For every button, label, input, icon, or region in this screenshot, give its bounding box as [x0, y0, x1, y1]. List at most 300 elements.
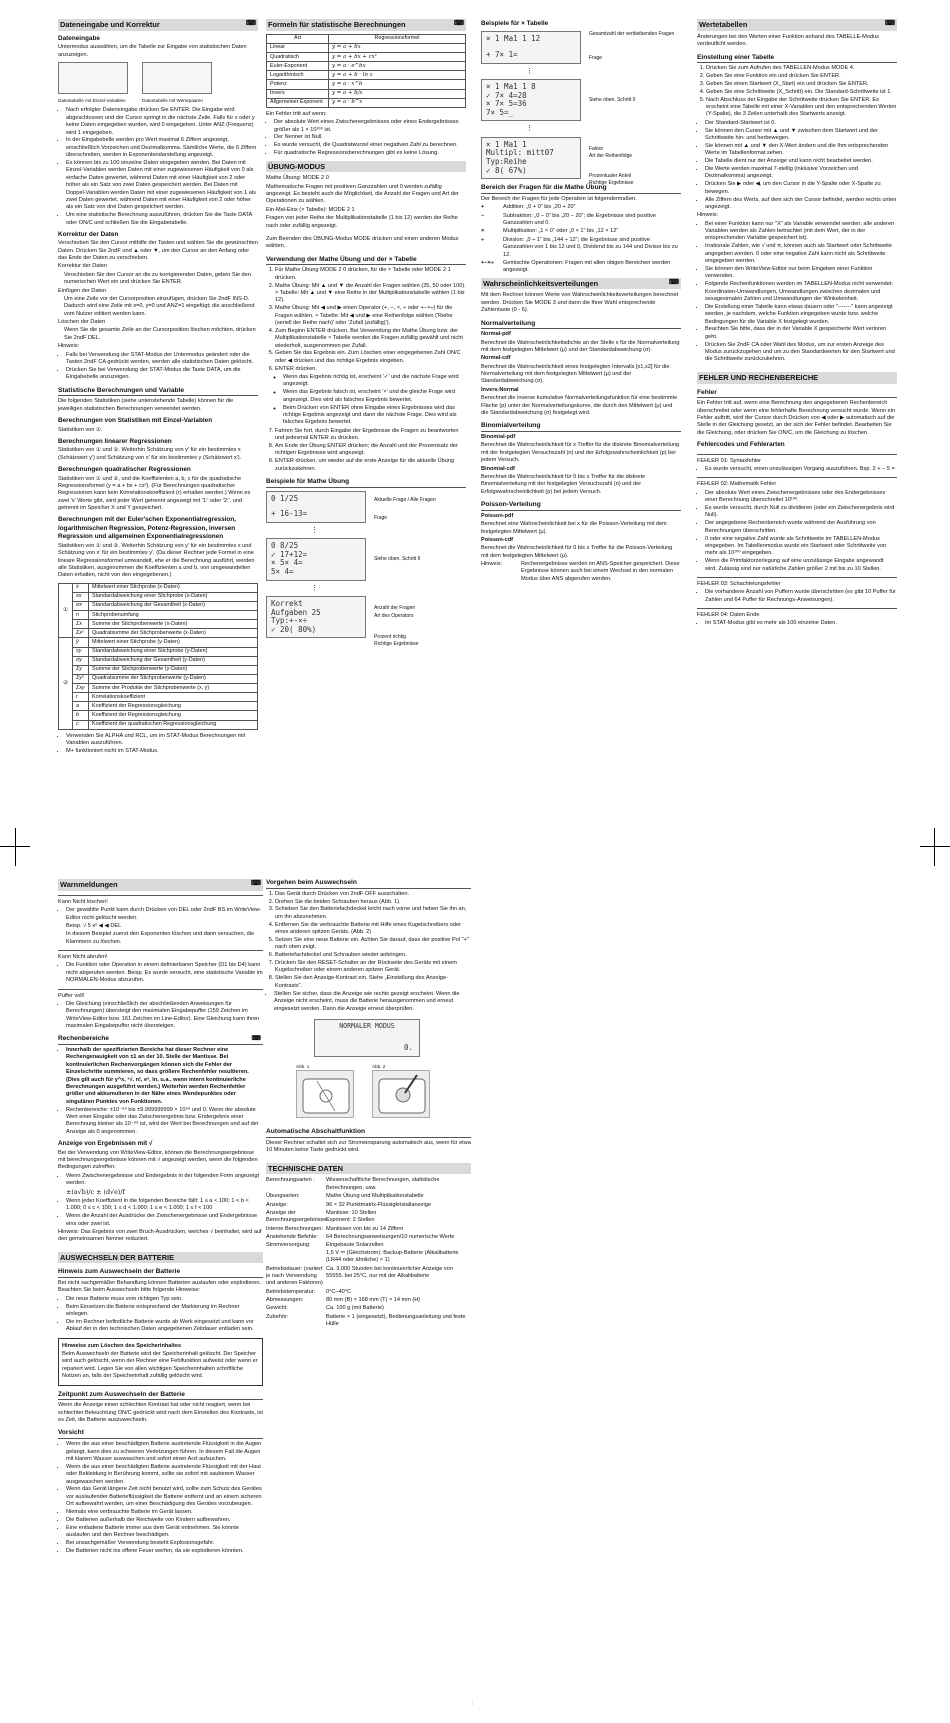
warning-title: Kann Nicht löschen! [58, 898, 108, 905]
formula-cell: y = a + b/x [329, 89, 466, 98]
list-item: • Die neue Batterie muss vom richtigen Typ sein. [66, 1296, 263, 1303]
description-cell: Quadratsumme der Stichprobenwerte (x-Daten) [89, 629, 258, 638]
operator-symbol: ÷ [481, 236, 485, 243]
section-heading: Formeln für statistische Berechnungen ⌨ [268, 20, 464, 29]
list-item: • Die Werte werden maximal 7-stellig (inklusive Vorzeichen und Dezimalkomma) angezeigt. [705, 166, 897, 181]
annotation: Gesamtzahl der verbleibenden Fragen [589, 31, 675, 38]
spec-row [266, 1289, 471, 1296]
paragraph: Berechnet die Wahrscheinlichkeitsdichte an der Stelle x für die Normalverteilung mit dem festgelegten Mittelwert (μ) und der Standardabweichung (σ). [481, 339, 680, 353]
paragraph: Verschieben Sie den Cursor an die zu korrigierenden Daten, geben Sie den numerischen Wert ein und drücken Sie ENTER. [64, 271, 251, 286]
type-cell: Quadratisch [267, 53, 329, 62]
table-row [59, 702, 258, 711]
lcd-line: Aufgaben 25 [271, 607, 321, 617]
symbol-cell: sy [73, 647, 89, 656]
calculator-icon: ⌨ [884, 20, 895, 27]
type-cell: Logarithmisch [267, 71, 329, 80]
lcd-line: ✓ 20( 80%) [271, 624, 317, 634]
table-row [267, 98, 466, 107]
term: Normal-cdf [481, 355, 511, 362]
description-cell: Summe der Stichprobenwerte (x-Daten) [89, 620, 258, 629]
list-item: ◦ Beim Drücken von ENTER ohne Eingabe eines Ergebnisses wird das richtige Ergebnis angezeigt und dann die nächste Frage. Dies wird als falsches Ergebnis bewertet. [283, 405, 466, 427]
symbol-cell: Σy [73, 665, 89, 674]
spec-value: 0°C–40°C [326, 1288, 351, 1295]
spec-label: Betriebstemperatur: [266, 1288, 316, 1295]
list-item: • Nach erfolgter Dateneingabe drücken Sie ENTER. Die Eingabe wird abgeschlossen und der Cursor springt in die nächste Zeile. Falls für x oder y keine Daten eingegeben wurden, wird 0 eingegeben. Unter ANZ (Frequenz) wird 1 eingegeben. [66, 107, 258, 137]
column-2 [266, 16, 466, 647]
term: Binomial-cdf [481, 465, 515, 472]
table-row [59, 720, 258, 729]
spec-value: Mantissen von bis zu 14 Ziffern [326, 1225, 404, 1232]
list-item: • Der Nenner ist Null. [274, 134, 466, 141]
bullet-list [66, 1047, 263, 1136]
lcd-line: + 16-13= [271, 509, 308, 519]
calculator-icon: ⌨ [251, 1035, 261, 1043]
list-item: • Beachten Sie bitte, dass der in der Variable X gespeicherte Wert verloren geht. [705, 326, 897, 341]
lcd-example [481, 79, 681, 122]
figure-label: Abb. 1 [296, 1064, 310, 1070]
list-item: • M+ funktioniert nicht im STAT-Modus. [66, 748, 258, 755]
list-item: • Drücken Sie 2ndF CA oder Wahl des Modus, um zur ersten Anzeige des Modus zurückzugehen und um zu den Standardwerten für den Startwert und die Schrittweite zurückzukehren. [705, 342, 897, 364]
section-heading: Wahrscheinlichkeitsverteilungen ⌨ [483, 278, 679, 288]
list-item: • Die Batterien außerhalb der Reichweite von Kindern aufbewahren. [66, 1517, 263, 1524]
subheading: Normalverteilung [481, 320, 681, 330]
range-item [481, 228, 681, 235]
spec-value: Ca. 3.000 Stunden bei kontinuierlicher Anzeige von 55555. bei 25°C, nur mit der Alkalibatterie [326, 1265, 453, 1279]
bullet-list [274, 119, 466, 157]
list-item: • 0 oder eine negative Zahl wurde als Schrittweite im TABELLEN-Modus eingegeben. Im Tabellenmodus wurde ein Startwert oder Schrittweite von mehr als 10¹⁰⁰ eingegeben. [705, 536, 897, 558]
list-item: • Sie können den WriteView-Editor nur beim Eingeben einer Funktion verwenden. [705, 266, 897, 281]
list-item: • Innerhalb der spezifizierten Bereiche hat dieser Rechner eine Rechengenauigkeit von ±1 an der 10. Stelle der Mantisse. Bei kontinuierlichen Rechenvorgängen können sich die Fehler der Einzelschritte summieren, so dass größere Rechenfehler resultieren. (Dies gilt auch für y^x, ˣ√, n!, eˣ, ln, u.a., wenn intern kontinuierliche Berechnungen ausgeführt werden.) Weiterhin werden Rechenfehler größer und akkumulieren in der Nähe eines Wendepunktes oder singulären Punktes von Funktionen. [66, 1047, 263, 1106]
step-item: 7. Fahren Sie fort, durch Eingabe der Ergebnisse die Fragen zu beantworten und jedesmal ENTER zu drücken. [275, 428, 466, 443]
paragraph: Berechnet die Wahrscheinlichkeit für 0 bis x Treffer für die Poisson-Verteilung mit dem festgelegten Mittelwert (μ). [481, 545, 673, 559]
list-item: • Drücken Sie ▶ oder ◀, um den Cursor in die Y-Spalte oder X-Spalte zu bewegen. [705, 181, 897, 196]
lcd-line: × 1 Ma1 1 12 [486, 34, 541, 44]
table-row [59, 711, 258, 720]
paragraph: Bei der Verwendung von WriteView-Editor, können die Berechnungsergebnisse mit berechnungsergebnisse können mit √ angezeigt werden, wenn die folgenden Bedingungen zutreffen: [58, 1149, 258, 1171]
column-3 [481, 16, 681, 584]
annotation: Prozentualer Anteil [589, 172, 631, 179]
lcd-line: × 7× 5=36 [486, 99, 527, 109]
bottom-page [0, 868, 950, 1708]
section-heading: Wertetabellen ⌨ [699, 20, 895, 29]
description-cell: Koeffizient der quadratischen Regressionsgleichung [89, 720, 258, 729]
symbol-cell: r [73, 693, 89, 702]
range-text: Gemischte Operationen: Fragen mit allen obigen Bereichen werden angezeigt. [503, 259, 671, 274]
range-item [481, 204, 681, 211]
list-item: • Wenn die Anzahl der Ausdrücke der Zwischenergebnisse und Endergebnisse eins oder zwei ist. [66, 1213, 263, 1228]
step-item: 1. Das Gerät durch Drücken von 2ndF OFF ausschalten. [275, 891, 471, 898]
spec-row [266, 1242, 471, 1264]
lcd-display [481, 31, 581, 63]
error-code-list [697, 454, 897, 628]
error-code-item [697, 454, 897, 474]
table-row [59, 592, 258, 601]
list-item: • Falls bei Verwendung der STAT-Modus der Untermodus geändert oder die Tasten 2ndF CA gedrückt werden, werden alle statistischen Daten gelöscht. [66, 352, 258, 367]
paragraph: Wenn Sie die gesamte Zeile an der Cursorposition löschen möchten, drücken Sie 2ndF DEL. [64, 327, 256, 341]
step-item: 2. Drehen Sie die beiden Schrauben heraus (Abb. 1). [275, 899, 471, 906]
symbol-cell: σx [73, 601, 89, 610]
ellipsis: ⋮ [526, 125, 533, 133]
bullet-list [705, 120, 897, 212]
lcd-line: ✓ 17+12= [271, 549, 308, 559]
paragraph: Der Bereich der Fragen für jede Operation ist folgendermaßen. [481, 195, 637, 202]
table-row [59, 638, 258, 647]
paragraph: Bei nicht sachgemäßer Behandlung können Batterien auslaufen oder explodieren. Beachten Sie beim Auswechseln bitte folgende Hinweise: [58, 1280, 262, 1294]
range-text: Division: „0 ÷ 1“ bis „144 ÷ 12“; die Ergebnisse sind positive Ganzzahlen von 1 bis 12 und 0, Dividend bis zu 144 und Divisor bis zu 12. [503, 236, 678, 258]
subheading: Hinweis zum Auswechseln der Batterie [58, 1268, 263, 1278]
description-cell: Mittelwert einer Stichprobe (y-Daten) [89, 638, 258, 647]
spec-value: Wissenschaftliche Berechnungen, statistische Berechnungen, usw. [326, 1177, 440, 1191]
lcd-example [481, 31, 681, 63]
symbol-cell: σy [73, 656, 89, 665]
paragraph-title: Hinweis: [58, 343, 80, 350]
annotation: Art der Reihenfolge [589, 152, 633, 159]
step-list [275, 267, 466, 473]
list-item: • Es wurde versucht, durch Null zu dividieren (oder ein Zwischenergebnis wird Null). [705, 505, 897, 520]
spec-label: Betriebsdauer: (variiert je nach Verwendung und anderen Faktoren) [266, 1265, 323, 1287]
spec-row [266, 1193, 471, 1200]
subheading: Anzeige von Ergebnissen mit √ [58, 1140, 153, 1148]
description-cell: Stichprobenumfang [89, 611, 258, 620]
bullet-list [66, 107, 258, 227]
step-item: 6. ENTER drücken. ◦ Wenn das Ergebnis richtig ist, erscheint '✓' und die nächste Frage wird angezeigt. ◦ Wenn das Ergebnis falsch ist, erscheint '×' und die gleiche Frage wird angezeigt. Dies wird als falsches Ergebnis bewertet. ◦ Beim Drücken von ENTER ohne Eingabe eines Ergebnisses wird das richtige Ergebnis angezeigt und dann die nächste Frage. Dies wird als falsches Ergebnis bewertet. [275, 366, 466, 427]
tech-spec-list [266, 1177, 471, 1328]
lcd-line: + 7× 1= [486, 50, 518, 60]
list-item: • Wenn jeder Koeffizient in die folgenden Bereiche fällt: 1 ≤ a < 100; 1 < b < 1.000; 0 ≤ c < 100; 1 ≤ d < 1.000; 1 ≤ e < 1.000; 1 ≤ f < 100 [66, 1198, 263, 1213]
list-item: ◦ Wenn das Ergebnis falsch ist, erscheint '×' und die gleiche Frage wird angezeigt. Dies wird als falsches Ergebnis bewertet. [283, 389, 466, 404]
step-item: 3. Schieben Sie den Batteriefachdeckel leicht nach vorne und heben Sie ihn an, um ihn abzunehmen. [275, 906, 471, 921]
subheading: Einstellung einer Tabelle [697, 54, 897, 64]
formula: ±(a√b)/c ± (d√e)/f [66, 1188, 125, 1197]
description-cell: Korrelationskoeffizient [89, 693, 258, 702]
section-heading: Rechenbereiche ⌨ [58, 1035, 263, 1045]
paragraph: Um eine Zeile vor der Cursorposition einzufügen, drücken Sie 2ndF INS-D. Dadurch wird eine Zeile mit x=0, y=0 und ANZ=1 eingefügt; die anschließend vom Nutzer editiert werden kann. [64, 295, 255, 317]
subheading: Berechnungen von Statistiken mit Einzel-Variablen [58, 417, 213, 425]
table-row [267, 53, 466, 62]
lcd-example [266, 538, 466, 581]
range-text: Subtraktion: „0 − 0“ bis „20 − 20“; die Ergebnisse sind positive Ganzzahlen und 0. [503, 212, 656, 226]
type-cell: Allgemeiner Exponent [267, 98, 329, 107]
spec-label: Übungsarten: [266, 1193, 300, 1200]
table-row [59, 620, 258, 629]
range-list [481, 204, 681, 274]
ellipsis: ⋮ [311, 584, 318, 592]
list-item: • Verwenden Sie ALPHA und RCL, um im STAT-Modus Berechnungen mit Variablen auszuführen. [66, 733, 258, 748]
list-item: • Drücken Sie bei Verwendung der STAT-Modus die Taste DATA, um die Eingabebelle anzuzeigen. [66, 367, 258, 382]
table-row [59, 665, 258, 674]
paragraph: Die folgenden Statistiken (siehe untenstehende Tabelle) können für die jeweiligen statistischen Berechnungen verwendet werden. [58, 398, 234, 412]
step-item: 3. Mathe Übung: Mit ◀ und ▶ einen Operator (+, −, ×, ÷ oder +−×÷) für die Fragen wählen. × Tabelle: Mit ◀ und ▶ eine Reihenfolge wählen ('Reihe (seriell der Reihe nach)' oder 'Zufall (zufällig)'). [275, 305, 466, 327]
operator-symbol: × [481, 228, 485, 235]
list-item: ◦ Wenn das Ergebnis richtig ist, erscheint '✓' und die nächste Frage wird angezeigt. [283, 374, 466, 389]
description-cell: Koeffizient der Regressionsgleichung [89, 711, 258, 720]
table-row [59, 684, 258, 693]
subheading: Dateneingabe [58, 34, 100, 42]
bullet-list [66, 1173, 263, 1188]
paragraph: Statistiken von ① und ②. Weiterhin Schätzung von y' für ein bestimmtes x (Schätzwert y') und Schätzung von x' für ein bestimmtes y (Schätzwert x'). [58, 447, 242, 461]
formula-cell: y = a · b^x [329, 98, 466, 107]
spec-value: 64 Berechnungsanweisungen/10 numerische Werte [326, 1234, 455, 1241]
lcd-line: 0 8/25 [271, 541, 299, 551]
table-row [59, 611, 258, 620]
warning-item [58, 989, 263, 1031]
list-item: • Die vorhandene Anzahl von Puffern wurde überschritten (es gibt 10 Puffer für Zahlen und 64 Puffer für Rechnungs-Anweisungen). [705, 589, 897, 604]
list-item: • Bei unsachgemäßer Verwendung besteht Explosionsgefahr. [66, 1540, 263, 1547]
description-cell: Standardabweichung einer Stichprobe (y-Daten) [89, 647, 258, 656]
error-code-item [697, 477, 897, 573]
bullet-list [705, 221, 897, 364]
list-item: • Alle Ziffern des Werts, auf dem sich der Cursor befindet, werden rechts unten angezeigt. [705, 197, 897, 212]
step-item: 1. Für Mathe Übung MODE 2 0 drücken, für die × Tabelle oder MODE 2 1 drücken. [275, 267, 466, 282]
description-cell: Standardabweichung der Gesamtheit (y-Daten) [89, 656, 258, 665]
description-cell: Koeffizient der Regressionsgleichung [89, 702, 258, 711]
calculator-icon: ⌨ [245, 20, 256, 27]
section-heading: AUSWECHSELN DER BATTERIE [58, 1252, 263, 1264]
list-item: • Bei einer Funktion kann nur "X" als Variable verwendet werden; alle anderen Variablen werden als Zahlen betrachtet (mit dem Wert, der in der entsprechenden Variable gespeichert ist). [705, 221, 897, 243]
table-row [59, 693, 258, 702]
annotation: Art des Operators [374, 612, 414, 619]
step-item: 5. Geben Sie das Ergebnis ein. Zum Löschen einer eingegebenen Zahl ON/C oder ◀ drücken und das richtige Ergebnis eingeben. [275, 350, 466, 365]
step-list [275, 891, 471, 990]
list-item: • Es wurde versucht, einen unzulässigen Vorgang auszuführen. Bsp. 2 + − 5 = [705, 466, 897, 473]
spec-row [266, 1177, 471, 1192]
lcd-display [266, 491, 366, 523]
list-item: • Für quadratische Regressionsberechnungen gibt es keine Lösung. [274, 150, 466, 157]
step-item: 4. Zum Beginn ENTER drücken. Bei Verwendung der Mathe Übung bzw. der Multiplikationstabelle × Tabelle werden die Fragen zufällig gewählt und nicht wiederholt, ausgenommen per Zufall. [275, 328, 466, 350]
lcd-line: × 5× 4= [271, 558, 303, 568]
step-item: 4. Entfernen Sie die verbrauchte Batterie mit Hilfe eines Kugelschreibers oder eines anderen spitzen Geräts. (Abb. 2) [275, 922, 471, 937]
bullet-list [66, 733, 258, 756]
symbol-cell: n [73, 611, 89, 620]
annotation: Faktor [589, 145, 604, 152]
section-heading: Dateneingabe und Korrektur ⌨ [60, 20, 256, 29]
paragraph: Mit dem Rechner können Werte von Wahrscheinlichkeitsverteilungen berechnet werden. Drücken Sie MODE 3 und dann die Ihrer Wahl entsprechende Zahlentaste (0 - 6). [481, 292, 679, 314]
spec-label: Anstehende Befehle: [266, 1234, 318, 1241]
operator-symbol: +−×÷ [481, 259, 494, 266]
battery-cover-image [296, 1070, 354, 1118]
spec-row [266, 1226, 471, 1233]
crop-mark [15, 828, 16, 866]
subheading: Berechnungen mit der Euler'schen Exponentialregression, logarithmischen Regression, Potenz-Regression, inversen Regression und allgemeinen Exponentialregressionen [58, 516, 237, 541]
table-row [59, 629, 258, 638]
list-item: • Es können bis zu 100 einzelne Daten eingegeben werden. Bei Daten mit Einzel-Variablen werden Daten mit einer zugewiesenen Häufigkeit von 0 als einfache Daten gewertet, während Daten mit einer Häufigkeit von 2 oder höher als ein Satz von zwei Daten gespeichert werden. Bei Daten mit Doppel-Variablen werden Daten mit einer zugewiesenen Häufigkeit von 1 als zwei Daten gewertet, während Daten mit einer Häufigkeit von 2 oder höher als ein Satz von drei Daten gespeichert werden. [66, 160, 258, 212]
table-header: Art [267, 34, 329, 43]
list-item: • Die im Rechner befindliche Batterie wurde ab Werk eingesetzt und kann vor Ablauf der in den technischen Daten angegebenen Zeitdauer entladen sein. [66, 1319, 263, 1334]
battery-figures [296, 1063, 471, 1118]
annotation: Richtige Ergebnisse [589, 179, 634, 186]
column-4 [697, 16, 897, 629]
paragraph: Statistiken von ① und ②. Weiterhin Schätzung von y' für ein bestimmtes x und Schätzung von x' für ein bestimmtes y'. (Da dieser Rechner jede Formel in eine lineare Regressionsformel umwandelt, ehe er die Berechnung ausführt, werden alle Statistiken, ausgenommen die Koeffizienten a und b, von umgewandelten Daten erhalten, nicht von den eingegebenen.) [58, 542, 255, 579]
description-cell: Mittelwert einer Stichprobe (x-Daten) [89, 583, 258, 592]
spec-value: Batterie × 1 (eingesetzt), Bedienungsanleitung und feste Hülle [326, 1313, 466, 1328]
symbol-cell: a [73, 702, 89, 711]
error-title: FEHLER 01: Syntaxfehler [697, 457, 762, 464]
top-page [0, 8, 950, 828]
range-item [481, 260, 681, 275]
figure-label: Abb. 2 [372, 1064, 386, 1070]
subheading: Berechnungen quadratischer Regressionen [58, 466, 191, 474]
annotation: Frage [589, 55, 603, 62]
section-heading: FEHLER UND RECHENBEREICHE [697, 372, 897, 384]
list-item: • Folgende Rechenfunktionen werden im TABELLEN-Modus nicht verwendet: Koordinaten-Umwandlungen, Umwandlungen zwischen dezimalen und sexagesimalen Zahlen und Umwandlungen der Winkeleinheit. [705, 281, 897, 303]
lcd-single-variable [58, 62, 128, 94]
subheading: Zeitpunkt zum Auswechseln der Batterie [58, 1391, 263, 1401]
ellipsis: ⋮ [526, 67, 533, 75]
lcd-value: 0. [403, 1042, 413, 1052]
symbol-cell: Σx [73, 620, 89, 629]
note-text: Rechenergebnisse werden im ANS-Speicher gespeichert. Diese Ergebnisse können auch bei einem Wechsel in den normalen Modus über ANS abgerufen werden. [521, 561, 680, 582]
paragraph: Untermodus auswählen, um die Tabelle zur Eingabe von statistischen Daten anzuzeigen. [58, 44, 247, 58]
step-item: 8. Stellen Sie den Anzeige-Kontrast ein. Siehe „Einstellung des Anzeige-Kontrasts“. [275, 975, 471, 990]
bullet-list [66, 1441, 263, 1555]
spec-label: Anzeige: [266, 1201, 288, 1208]
bullet-list [66, 352, 258, 382]
box-title: Hinweise zum Löschen des Speicherinhaltes [62, 1342, 182, 1349]
list-item: • Die Tabelle dient nur der Anzeige und kann nicht bearbeitet werden. [705, 158, 897, 165]
bullet-list [66, 1296, 263, 1334]
symbol-cell: c [73, 720, 89, 729]
spec-label: Anzeige der Berechnungsergebnisse: [266, 1209, 328, 1224]
paragraph: Ein Fehler tritt auf, wenn eine Berechnung den angegebenen Rechenbereich überschreitet oder wenn eine fehlerhafte Berechnung versucht wurde. Wenn ein Fehler auftritt, wird der Cursor durch Drücken von ◀ oder ▶ automatisch auf die Stelle in der Gleichung gesetzt, an der sich der Fehler befindet. Bearbeiten Sie die Gleichung, oder drücken Sie ON/C, um die Gleichung zu löschen. [697, 400, 895, 436]
list-item: • Sie können mit ▲ und ▼ den X-Wert ändern und die Ihm entsprechenden Werte im Tabellenformat sehen. [705, 143, 897, 158]
lcd-line: Korrekt [271, 598, 303, 608]
caption: Datentabelle mit Wertepaaren [142, 98, 203, 104]
section-heading: Statistische Berechnungen und Variable [58, 387, 258, 397]
warning-title: Kann Nicht abrufen! [58, 954, 108, 961]
operator-symbol: + [481, 204, 485, 211]
statistics-table [58, 583, 258, 730]
term: Normal-pdf [481, 331, 511, 338]
list-item: • Sie können den Cursor mit ▲ und ▼ zwischen dem Startwert und der Schrittweite hin- und herbewegen. [705, 128, 897, 143]
list-item: • Wenn das Gerät längere Zeit nicht benutzt wird, sollte zum Schutz des Gerätes vor auslaufender Batterieflüssigkeit die Batterie entfernt und an einem sicheren Ort aufbewahrt werden, um einer Beschädigung des Gerätes vorzubeugen. [66, 1486, 263, 1508]
formula-cell: y = a + bx [329, 43, 466, 52]
caption: Datentabelle mit Einzel-Variablen [58, 98, 126, 104]
calculator-icon: ⌨ [453, 20, 464, 27]
step-item: 8. Am Ende der Übung ENTER drücken; die Anzahl und der Prozentsatz der richtigen Ergebnisse wird angezeigt. [275, 443, 466, 458]
list-item: • Stellen Sie sicher, dass die Anzeige wie rechts gezeigt erscheint. Wenn die Anzeige nicht erscheint, muss die Batterie herausgenommen und erneut eingesetzt werden. Dann die Anzeige erneut überprüfen. [274, 991, 471, 1013]
formula-cell: y = a · x^b [329, 80, 466, 89]
step-item: 5. Nach Abschluss der Eingabe der Schrittweite drücken Sie ENTER. Es erscheint eine Tabelle mit einer X-Variablen und den entsprechenden Werten (Y-Spalte), die 3 Zeilen unterhalb des Startwerts anzeigt. [706, 97, 897, 119]
group-cell: ② [59, 638, 73, 729]
table-row [267, 62, 466, 71]
paragraph: In diesem Beispiel zuerst den Exponenten löschen und dann versuchen, die Klammern zu löschen. [66, 931, 255, 945]
description-cell: Standardabweichung einer Stichprobe (x-Daten) [89, 592, 258, 601]
table-row [59, 583, 258, 592]
spec-label: Zubehör: [266, 1313, 289, 1320]
spec-value: 80 mm (B) × 168 mm (T) × 14 mm (H) [326, 1297, 421, 1304]
paragraph: Wenn die Anzeige einen schlechten Kontrast hat oder nicht reagiert, wenn bei schlechter Beleuchtung ON/C gedrückt wird nach dem Einstellen des Kontrasts, ist es Zeit, die Batterie auszuwechseln. [58, 1402, 263, 1424]
spec-value: Mathe Übung und Multiplikationstabelle [326, 1193, 424, 1200]
crop-mark [920, 846, 950, 847]
symbol-cell: Σy² [73, 674, 89, 683]
paragraph-title: Einfügen der Daten [58, 287, 107, 294]
list-item: • Eine entladene Batterie immer aus dem Gerät entnehmen. Sie könnte auslaufen und den Rechner beschädigen. [66, 1525, 263, 1540]
spec-value: 96 × 32 Punktmatrix-Flüssigkristallanzeige [326, 1201, 431, 1208]
list-item: • Wenn die aus einer beschädigten Batterie austretende Flüssigkeit in die Augen gelangt, kann dies zu schweren Verletzungen führen. In diesem Fall die Augen mit klarem Wasser auswaschen und sofort einen Arzt aufsuchen. [66, 1441, 263, 1463]
list-item: • Beim Einsetzen die Batterie entsprechend der Markierung im Rechner einlegen. [66, 1304, 263, 1319]
warning-item [58, 895, 263, 946]
subheading: Poisson-Verteilung [481, 501, 681, 511]
step-item: 2. Geben Sie eine Funktion ein und drücken Sie ENTER. [706, 73, 897, 80]
annotation: Prozent richtig [374, 633, 406, 640]
spec-label: Stromversorgung: [266, 1242, 311, 1249]
lcd-line: Typ:+-×÷ [271, 616, 308, 626]
type-cell: Invers [267, 89, 329, 98]
list-item: • Rechenbereiche: ±10⁻⁹⁹ bis ±9.999999999 × 10⁹⁹ und 0. Wenn der absolute Wert einer Eingabe oder das Zwischenergebnis bzw. Endergebnis einer Berechnung kleiner als 10⁻⁹⁹ ist, wird der Wert bei Berechnungen und auf der Anzeige als 0 angenommen. [66, 1107, 263, 1137]
type-cell: Potenz [267, 80, 329, 89]
lcd-example [266, 596, 466, 647]
step-item: 3. Geben Sie einen Startwert (X_Start) ein und drücken Sie ENTER. [706, 81, 897, 88]
paragraph: Berechnet die Wahrscheinlichkeit für x Treffer für die diskrete Binomialverteilung mit der festgelegten Versuchszahl (n) und der Erfolgswahrscheinlichkeit (p) bei jedem Versuch. [481, 442, 680, 464]
description-cell: Quadratsumme der Stichprobenwerte (y-Daten) [89, 674, 258, 683]
lcd-display [314, 1019, 420, 1057]
formula-cell: y = a + b · ln x [329, 71, 466, 80]
subheading: Vorgehen beim Auswechseln [266, 879, 471, 889]
subheading: Automatische Abschaltfunktion [266, 1128, 471, 1138]
range-item [481, 237, 681, 259]
term: Invers-Normal [481, 386, 519, 393]
figure [372, 1063, 430, 1118]
description-cell: Summe der Stichprobenwerte (y-Daten) [89, 665, 258, 674]
list-item: • Die Funktion oder Operation in einem definierbaren Speicher (D1 bis D4) kann nicht abgerufen werden. Beisp. Es wurde versucht, eine statistische Variable im NORMALEN-Modus abzurufen. [66, 962, 263, 984]
error-title: FEHLER 03: Schachtelungsfehler [697, 580, 781, 587]
subheading: Verwendung der Mathe Übung und der × Tabelle [266, 256, 466, 266]
paragraph: Berechnet eine Wahrscheinlichkeit bei x für die Poisson-Verteilung mit dem festgelegten Mittelwert (μ). [481, 521, 667, 535]
step-list [706, 65, 897, 119]
paragraph: Ein-Mal-Eins (× Tabelle): MODE 2 1 [266, 206, 355, 213]
column-1 [58, 16, 258, 756]
paragraph: Statistiken von ①. [58, 426, 103, 433]
spec-row [266, 1234, 471, 1241]
section-heading: TECHNISCHE DATEN [266, 1163, 471, 1175]
spec-row [266, 1202, 471, 1209]
paragraph: Änderungen bei den Werten einer Funktion anhand des TABELLE-Modus verdeutlicht werden. [697, 33, 879, 48]
formula-table [266, 34, 466, 108]
subheading: Fehler [697, 389, 897, 399]
paragraph: Berechnet die inverse kumulative Normalverteilungsfunktion für eine bestimmte Fläche (p) unter der Normalverteilungskurve, die durch den Mittelwert (μ) und die Standardabweichung (σ) festgelegt wird. [481, 395, 678, 416]
crop-mark [934, 828, 935, 866]
table-header: Regressionsformel [329, 34, 466, 43]
list-item: • Wenn die Primfaktorzerlegung auf eine unzulässige Eingabe angewandt wird. Zulässig sind nur natürliche Zahlen größer 2 mit bis zu 10 Stellen. [705, 558, 897, 573]
term: Poisson-pdf [481, 512, 514, 519]
list-item: • Niemals eine verbrauchte Batterie im Gerät lassen. [66, 1509, 263, 1516]
note: Hinweis: Das Ergebnis von zwei Bruch-Ausdrücken, welches √ beinhaltet, wird auf den gemeinsamen Nenner reduziert. [58, 1228, 262, 1243]
symbol-cell: Σxy [73, 684, 89, 693]
step-item: 5. Setzen Sie eine neue Batterie ein. Achten Sie darauf, dass der positive Pol "+" nach oben zeigt. [275, 937, 471, 952]
figure [296, 1063, 354, 1118]
calculator-icon: ⌨ [668, 278, 679, 286]
paragraph: Fragen von jeder Reihe der Multiplikationstabelle (1 bis 12) werden der Reihe nach oder zufällig angezeigt. [266, 215, 458, 229]
range-text: Multiplikation: „1 × 0“ oder „0 × 1“ bis „12 × 12“ [503, 228, 619, 235]
symbol-cell: x̄ [73, 583, 89, 592]
step-item: 1. Drücken Sie zum Aufrufen des TABELLEN-Modus MODE 4. [706, 65, 897, 72]
paragraph: Dieser Rechner schaltet sich zur Stromeinsparung automatisch aus, wenn für etwa 10 Minuten keine Taste gedrückt wird. [266, 1139, 471, 1154]
step-item: 4. Geben Sie eine Schrittweite (X_Schritt) ein. Die Standard-Schrittweite ist 1. [706, 89, 897, 96]
subheading: Bereich der Fragen für die Mathe Übung [481, 184, 681, 194]
term: Binomial-pdf [481, 434, 516, 441]
subheading: Binomialverteilung [481, 422, 681, 432]
annotation: Frage [374, 514, 388, 521]
lcd-figures [58, 62, 258, 104]
operator-symbol: − [481, 212, 485, 219]
list-item: • Um eine statistische Berechnung auszuführen, drücken Sie die Taste DATA oder ON/C und schließen Sie die Eingabetabelle. [66, 212, 258, 227]
table-row [59, 656, 258, 665]
table-row [59, 601, 258, 610]
bullet-list [66, 1198, 263, 1228]
table-row [267, 80, 466, 89]
note-label: Hinweis: [481, 561, 503, 567]
example: Beisp. √ 5 x² ◀ ◀ DEL [66, 922, 122, 929]
